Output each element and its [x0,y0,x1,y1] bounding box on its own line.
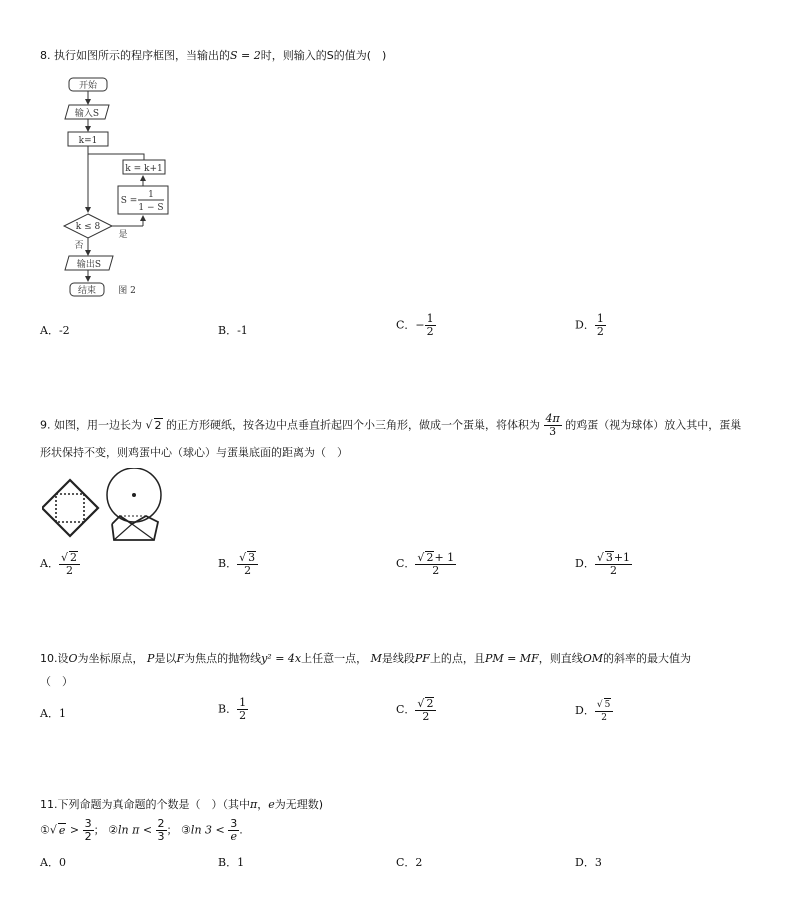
q11-option-c[interactable]: C．2 [396,856,423,869]
fraction: $\frac{2}{3}$ [157,817,165,843]
q11-option-b[interactable]: B．1 [218,856,245,869]
fraction: $\frac{1}{2}$ [596,312,604,338]
q10-option-d[interactable]: D． $\frac{√ 5}{2}$ [575,698,613,724]
flow-yes-label: 是 [118,230,128,240]
fraction: $\frac{√ 3+1}{2}$ [596,551,631,577]
q9-option-c[interactable]: C． $\frac{√ 2+ 1}{2}$ [396,551,455,577]
flow-end-label: 结束 [77,286,97,296]
flow-update-label: k = k+1 [125,164,163,174]
q8-option-b[interactable]: B．-1 [218,324,248,337]
q11-number: 11. [40,798,58,811]
q11-stem: 11.下列命题为真命题的个数是（ ）（其中π，e为无理数) [40,798,324,811]
q8-stem: 8. 执行如图所示的程序框图，当输出的S = 2时，则输入的S的值为( ) [40,49,387,62]
flow-assign-den: 1 − S [138,203,164,213]
fraction: $\frac{3}{2}$ [84,817,92,843]
fraction: $\frac{3}{e}$ [230,817,238,843]
flow-output-label: 输出S [76,260,102,270]
q10-option-b[interactable]: B． $\frac{1}{2}$ [218,696,247,722]
q11-option-a[interactable]: A．0 [40,856,66,869]
q8-number: 8. [40,49,51,62]
flow-no-label: 否 [74,241,84,251]
q9-stem-line2: 形状保持不变，则鸡蛋中心（球心）与蛋巢底面的距离为（ ） [40,446,348,459]
q9-option-d[interactable]: D． $\frac{√ 3+1}{2}$ [575,551,631,577]
flow-init-label: k=1 [78,136,98,146]
q8-option-c[interactable]: C．− $\frac{1}{2}$ [396,312,434,338]
fraction: $\frac{√ 5}{2}$ [595,698,613,724]
q9-option-b[interactable]: B． $\frac{√ 3}{2}$ [218,551,258,577]
q11-propositions: ①√ e > $\frac{3}{2}$ ； ②ln π < $\frac{2}{3}$ ； ③ln 3 < $\frac{3}{e}$ . [40,817,243,843]
q9-option-a[interactable]: A． $\frac{√ 2}{2}$ [40,551,80,577]
fraction: $\frac{√ 3}{2}$ [237,551,258,577]
q10-option-a[interactable]: A．1 [40,707,66,720]
fraction: $\frac{√ 2}{2}$ [59,551,80,577]
q11-option-d[interactable]: D．3 [575,856,602,869]
flow-assign-lhs: S = [120,196,138,206]
flow-caption: 图 2 [118,286,136,296]
fraction: $\frac{√ 2+ 1}{2}$ [417,551,455,577]
flow-cond-label: k ≤ 8 [75,222,101,232]
q9-stem-line1: 9. 如图，用一边长为 √ 2 的正方形硬纸，按各边中点垂直折起四个小三角形，做成一个蛋巢，将体积为 $\frac{4\pi}{3}$ 的鸡蛋（视为球体）放入其中，蛋巢 [40,412,742,438]
q9-number: 9. [40,418,51,432]
q10-stem-line1: 10.设O为坐标原点， P是以F为焦点的抛物线y² = 4x上任意一点， M是线段PF上的点，且PM = MF，则直线OM的斜率的最大值为 [40,652,691,665]
fraction: $\frac{√ 2}{2}$ [415,697,436,723]
fraction: $\frac{1}{2}$ [426,312,434,338]
q8-flowchart [55,74,185,302]
q10-option-c[interactable]: C． $\frac{√ 2}{2}$ [396,697,436,723]
q10-number: 10. [40,652,58,665]
q10-stem-line2: （ ） [40,675,73,688]
fraction: $\frac{4\pi}{3}$ [545,412,560,438]
flow-input-label: 输入S [74,109,100,119]
fraction: $\frac{1}{2}$ [239,696,247,722]
q8-option-a[interactable]: A．-2 [40,324,70,337]
q9-figure [42,468,172,544]
flow-start-label: 开始 [78,81,98,91]
flow-assign-num: 1 [148,190,154,200]
q8-option-d[interactable]: D． $\frac{1}{2}$ [575,312,604,338]
